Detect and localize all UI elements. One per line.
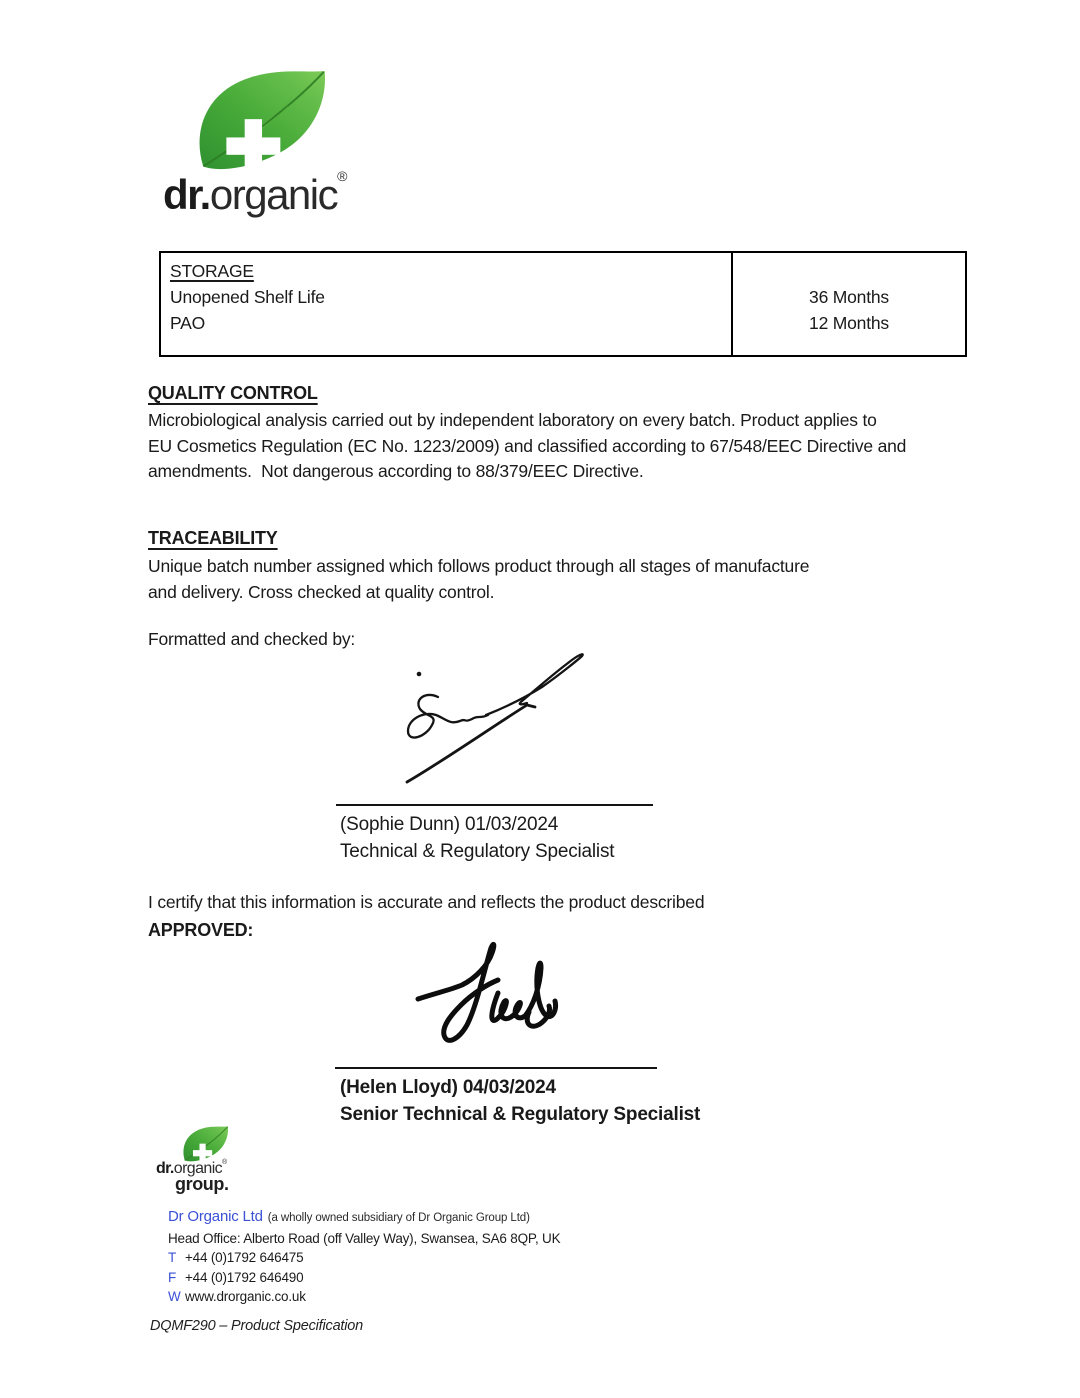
- dr-organic-logo: [163, 68, 383, 218]
- storage-row-value: 36 Months: [809, 287, 889, 307]
- company-note: (a wholly owned subsidiary of Dr Organic Group Ltd): [267, 1212, 530, 1224]
- approved-label: APPROVED:: [148, 920, 254, 940]
- company-name: Dr Organic Ltd: [168, 1208, 263, 1225]
- paragraph-line: amendments. Not dangerous according to 88/379/EEC Directive.: [148, 461, 644, 481]
- storage-table-labels: [161, 253, 731, 355]
- helen-lloyd-signature: [398, 935, 658, 1070]
- storage-table: [159, 251, 967, 357]
- storage-table-values: [731, 253, 965, 355]
- phone-number: +44 (0)1792 646475: [185, 1250, 304, 1265]
- certify-statement: I certify that this information is accurate and reflects the product described: [148, 892, 705, 912]
- fax-label: F: [168, 1269, 177, 1285]
- approved-by-title: Senior Technical & Regulatory Specialist: [340, 1104, 701, 1125]
- traceability-paragraph: [148, 554, 978, 605]
- quality-control-paragraph: [148, 408, 978, 485]
- approved-by-signoff: [340, 1074, 700, 1128]
- footer-company-line: [168, 1207, 560, 1229]
- logo-wordmark: [163, 168, 347, 219]
- paragraph-line: Microbiological analysis carried out by independent laboratory on every batch. Product applies to: [148, 410, 877, 430]
- phone-label: T: [168, 1250, 177, 1265]
- traceability-heading: TRACEABILITY: [148, 528, 278, 548]
- formatted-by-label: Formatted and checked by:: [148, 629, 356, 649]
- storage-row-value: 12 Months: [809, 313, 889, 333]
- group-logo-text-organic: organic: [173, 1160, 223, 1177]
- formatted-by-title: Technical & Regulatory Specialist: [340, 841, 615, 862]
- paragraph-line: Unique batch number assigned which follows product through all stages of manufacture: [148, 556, 810, 576]
- sophie-dunn-signature: [330, 645, 670, 815]
- group-logo-text-group: group.: [175, 1174, 229, 1194]
- footer-phone-line: [168, 1248, 560, 1268]
- website-url: www.drorganic.co.uk: [185, 1289, 306, 1304]
- signature-line: [335, 1067, 657, 1069]
- logo-text-organic: organic: [209, 171, 338, 218]
- signature-line: [336, 804, 653, 806]
- leaf-cross-icon: [195, 70, 331, 176]
- registered-trademark-symbol: ®: [337, 168, 348, 184]
- paragraph-line: EU Cosmetics Regulation (EC No. 1223/2009) and classified according to 67/548/EEC Directive and: [148, 435, 907, 456]
- storage-header: STORAGE: [170, 261, 254, 281]
- group-logo-text-dr: dr.: [156, 1160, 174, 1177]
- approved-by-name-date: (Helen Lloyd) 04/03/2024: [340, 1077, 556, 1098]
- web-label: W: [168, 1289, 181, 1304]
- dr-organic-group-logo: [150, 1126, 270, 1200]
- quality-control-heading: QUALITY CONTROL: [148, 383, 318, 403]
- document-reference: DQMF290 – Product Specification: [150, 1318, 364, 1334]
- footer-fax-line: [168, 1268, 560, 1288]
- paragraph-line: and delivery. Cross checked at quality control.: [148, 581, 495, 602]
- table-spacer: [733, 258, 965, 284]
- registered-trademark-symbol: ®: [222, 1159, 228, 1166]
- footer-web-line: [168, 1287, 560, 1307]
- footer-address-line: Head Office: Alberto Road (off Valley Way), Swansea, SA6 8QP, UK: [168, 1230, 561, 1246]
- footer-contact-block: [168, 1207, 560, 1307]
- logo-text-dr: dr.: [163, 171, 210, 218]
- fax-number: +44 (0)1792 646490: [185, 1269, 304, 1285]
- formatted-by-name-date: (Sophie Dunn) 01/03/2024: [340, 814, 559, 835]
- formatted-by-signoff: [340, 811, 614, 865]
- storage-row-label: Unopened Shelf Life: [170, 287, 325, 307]
- storage-row-label: PAO: [170, 313, 206, 333]
